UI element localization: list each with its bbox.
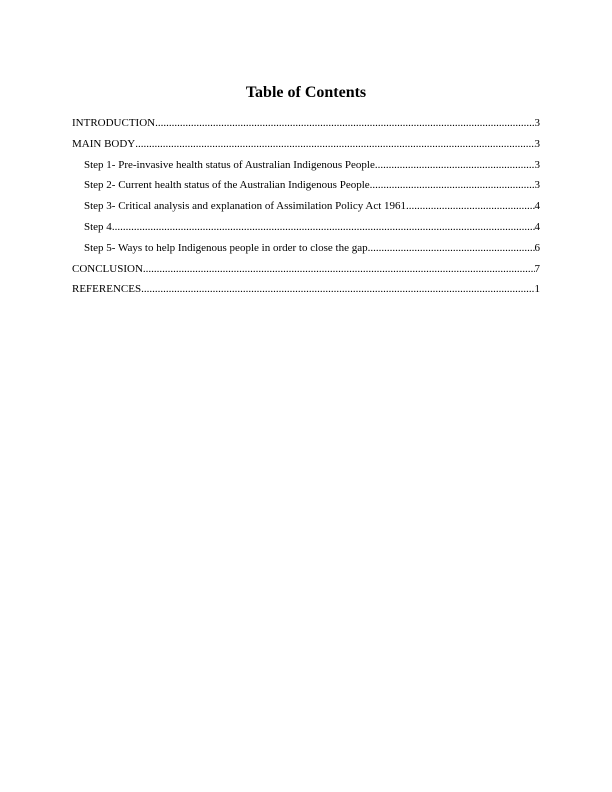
toc-dot-leader (141, 282, 534, 296)
toc-dot-leader (135, 137, 534, 151)
toc-entry-label: REFERENCES (72, 283, 142, 296)
toc-page-number: 6 (534, 241, 540, 254)
toc-entry-step-3[interactable] (72, 199, 540, 220)
toc-entry-step-1[interactable] (72, 158, 540, 179)
toc-entry-conclusion[interactable] (72, 262, 540, 283)
page-title: Table of Contents (245, 84, 367, 101)
toc-dot-leader (370, 178, 535, 192)
toc-page-number: 3 (534, 158, 540, 171)
toc-entry-step-2[interactable] (72, 178, 540, 199)
toc-page-number: 3 (534, 117, 540, 129)
toc-entry-references[interactable] (72, 282, 540, 303)
toc-entry-label: Step 1- Pre-invasive health status of Australian Indigenous People (84, 158, 375, 171)
toc-entry-label: INTRODUCTION (72, 117, 156, 129)
toc-page-number: 7 (534, 262, 540, 275)
toc-dot-leader (368, 241, 535, 255)
toc-entry-label: CONCLUSION (72, 262, 143, 275)
toc-page-number: 4 (534, 220, 540, 233)
toc-entry-label: Step 4 (84, 220, 112, 233)
toc-entry-introduction[interactable] (72, 116, 540, 137)
toc-dot-leader (155, 116, 534, 130)
toc-page-number: 3 (534, 137, 540, 150)
toc-entry-step-4[interactable] (72, 220, 540, 241)
toc-dot-leader (143, 262, 535, 276)
toc-dot-leader (375, 158, 535, 172)
toc-entry-label: MAIN BODY (72, 137, 136, 150)
toc-entry-label: Step 5- Ways to help Indigenous people in order to close the gap (84, 241, 368, 254)
toc-dot-leader (406, 199, 534, 213)
toc-entry-step-5[interactable] (72, 241, 540, 262)
toc-dot-leader (112, 220, 535, 234)
toc-page-number: 4 (534, 200, 540, 213)
toc-page-number: 3 (534, 179, 540, 192)
toc-page-number: 1 (534, 283, 540, 296)
toc-entry-label: Step 3- Critical analysis and explanation of Assimilation Policy Act 1961 (84, 200, 407, 213)
table-of-contents (72, 116, 540, 303)
toc-entry-main-body[interactable] (72, 137, 540, 158)
toc-entry-label: Step 2- Current health status of the Australian Indigenous People (84, 179, 370, 192)
